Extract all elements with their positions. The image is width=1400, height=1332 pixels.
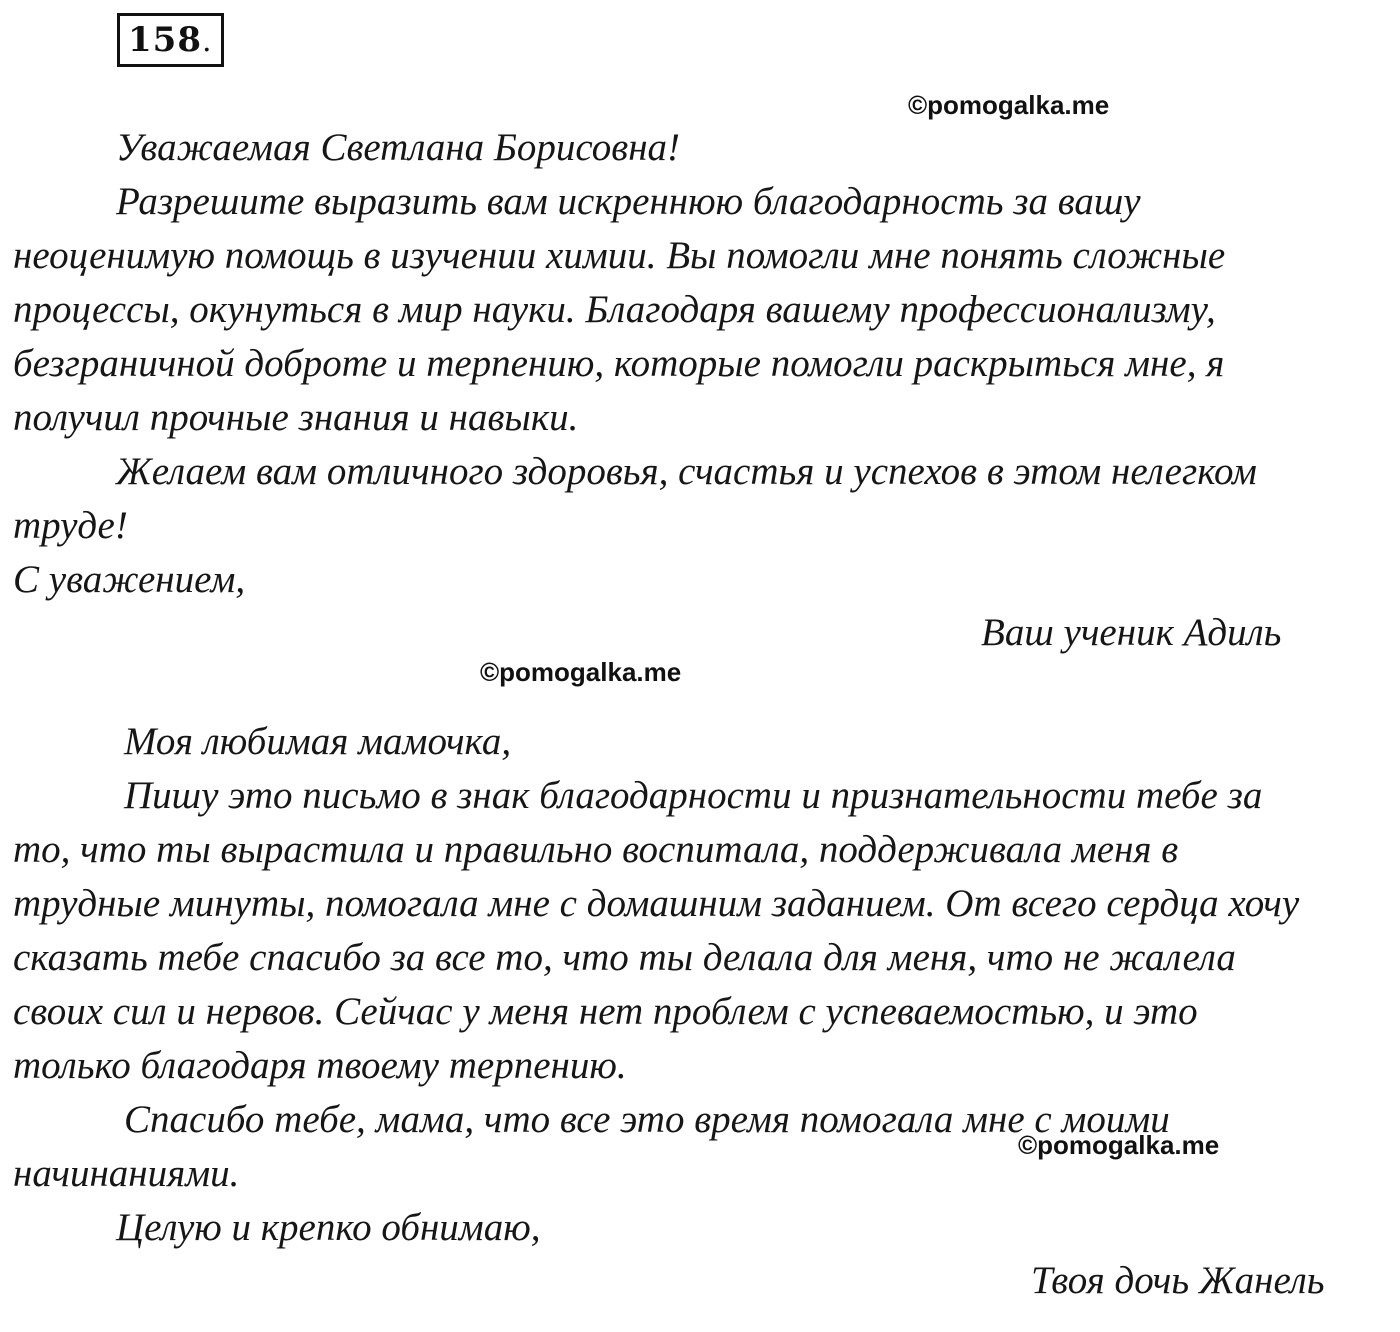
letter2-p1-line: трудные минуты, помогала мне с домашним заданием. От всего сердца хочу	[13, 882, 1300, 925]
exercise-number: 158	[128, 20, 202, 60]
watermark: ©pomogalka.me	[908, 90, 1110, 120]
letter2-p1-line: то, что ты вырастила и правильно воспитала, поддерживала меня в	[13, 828, 1179, 871]
letter1-signature: Ваш ученик Адиль	[981, 611, 1282, 654]
letter1-p1-line: получил прочные знания и навыки.	[13, 396, 579, 439]
letter1-closing: С уважением,	[13, 558, 246, 601]
exercise-number-box	[117, 13, 224, 67]
letter1-p1-line: неоценимую помощь в изучении химии. Вы помогли мне понять сложные	[13, 234, 1226, 277]
letter1-p2-line: труде!	[13, 504, 128, 547]
letter1-p1-line: процессы, окунуться в мир науки. Благодаря вашему профессионализму,	[13, 288, 1216, 331]
letter2-greeting: Моя любимая мамочка,	[124, 720, 512, 763]
letter2-signature: Твоя дочь Жанель	[1031, 1259, 1325, 1302]
letter1-p1-line: безграничной доброте и терпению, которые помогли раскрыться мне, я	[13, 342, 1225, 385]
letter1-greeting: Уважаемая Светлана Борисовна!	[116, 126, 681, 169]
exercise-number-dot: .	[201, 24, 213, 59]
letter2-p1-line: сказать тебе спасибо за все то, что ты делала для меня, что не жалела	[13, 936, 1236, 979]
letter1-p1-line: Разрешите выразить вам искреннюю благодарность за вашу	[116, 180, 1141, 223]
letter2-p2-line: Спасибо тебе, мама, что все это время помогала мне с моими	[124, 1098, 1170, 1141]
letter1-p2-line: Желаем вам отличного здоровья, счастья и успехов в этом нелегком	[116, 450, 1257, 493]
letter2-p2-line: начинаниями.	[13, 1152, 240, 1195]
letter2-p1-line: своих сил и нервов. Сейчас у меня нет проблем с успеваемостью, и это	[13, 990, 1198, 1033]
letter2-p1-line: Пишу это письмо в знак благодарности и признательности тебе за	[124, 774, 1263, 817]
letter2-p1-line: только благодаря твоему терпению.	[13, 1044, 627, 1087]
watermark: ©pomogalka.me	[480, 657, 682, 687]
letter2-closing: Целую и крепко обнимаю,	[116, 1206, 541, 1249]
watermark: ©pomogalka.me	[1018, 1130, 1220, 1160]
